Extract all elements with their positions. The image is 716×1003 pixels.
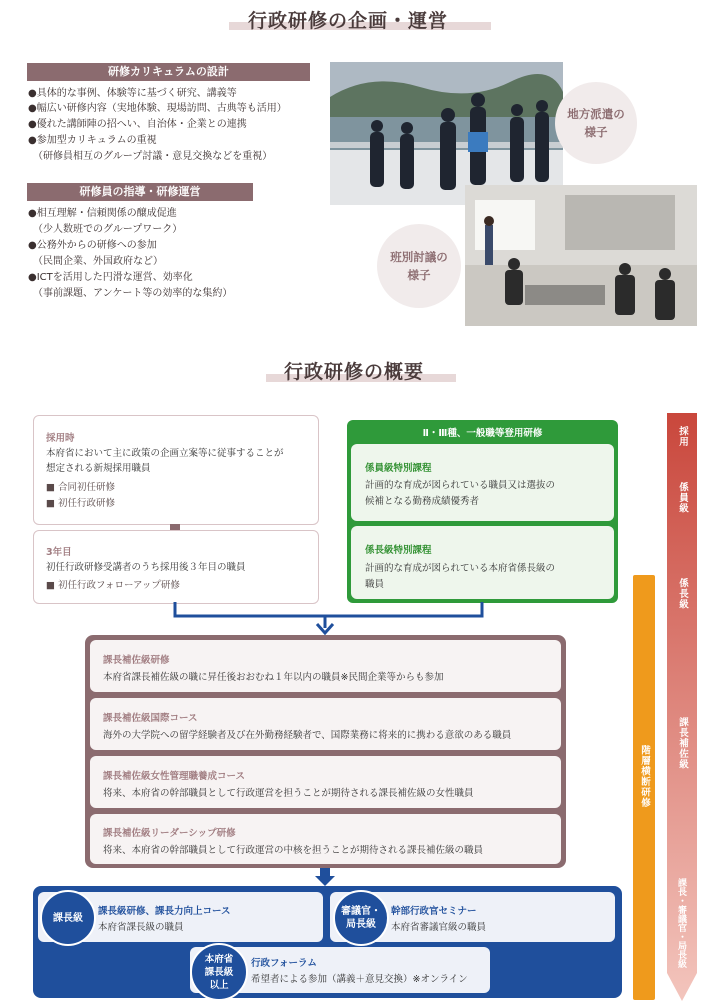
assistant-course-title: 課長補佐級リーダーシップ研修 (103, 828, 236, 839)
director-desc: 本府省課長級の職員 (98, 922, 184, 933)
forum-title: 行政フォーラム (251, 958, 317, 969)
curriculum-line: ●優れた講師陣の招へい、自治体・企業との連携 (28, 119, 247, 130)
guidance-line: （事前課題、アンケート等の効率的な集約） (28, 288, 233, 299)
hire-desc: 本府省において主に政策の企画立案等に従事することが (46, 448, 284, 459)
director-badge: 課長級 (40, 890, 96, 946)
assistant-course-title: 課長補佐級研修 (103, 655, 170, 666)
discussion-photo (465, 185, 697, 326)
discussion-caption (377, 224, 461, 308)
level-label: 課長補佐級 (677, 717, 688, 770)
senior-title: 幹部行政官セミナー (391, 906, 477, 917)
guidance-header: 研修員の指導・研修運営 (27, 183, 253, 201)
senior-badge (333, 890, 389, 946)
assistant-course-desc: 海外の大学院への留学経験者及び在外勤務経験者で、国際業務に将来的に携わる意欲のある職員 (103, 730, 512, 741)
green-course-1-title: 係員級特別課程 (365, 463, 432, 474)
green-course-2-desc: 職員 (365, 579, 385, 590)
arrow-down-icon (315, 868, 335, 886)
assistant-course-desc: 将来、本府省の幹部職員として行政運営を担うことが期待される課長補佐級の女性職員 (103, 788, 474, 799)
page-title: 行政研修の企画・運営 (248, 10, 449, 32)
curriculum-line: ●具体的な事例、体験等に基づく研究、講義等 (28, 88, 237, 99)
hire-item: ■ 合同初任研修 (46, 482, 115, 493)
overview-title: 行政研修の概要 (284, 361, 425, 383)
badge-line: 審議官・ (341, 906, 381, 917)
forum-desc: 希望者による参加（講義＋意見交換）※オンライン (251, 974, 468, 985)
badge-line: 本府省 (204, 953, 234, 965)
forum-badge (190, 943, 248, 1001)
director-title: 課長級研修、課長力向上コース (98, 906, 231, 917)
assistant-course-title: 課長補佐級女性管理職養成コース (103, 771, 246, 782)
year3-item: ■ 初任行政フォローアップ研修 (46, 580, 180, 591)
guidance-line: （民間企業、外国政府など） (28, 256, 163, 267)
green-course-2-title: 係長級特別課程 (365, 545, 432, 556)
dispatch-caption (555, 82, 637, 164)
guidance-line: ●公務外からの研修への参加 (28, 240, 157, 251)
assistant-course-desc: 将来、本府省の幹部職員として行政運営の中核を担うことが期待される課長補佐級の職員 (103, 845, 484, 856)
curriculum-header: 研修カリキュラムの設計 (27, 63, 310, 81)
caption-line: 様子 (584, 125, 608, 139)
caption-line: 様子 (407, 268, 431, 282)
green-course-1-desc: 候補となる勤務成績優秀者 (365, 496, 480, 507)
assistant-course-desc: 本府省課長補佐級の職に昇任後おおむね１年以内の職員※民間企業等からも参加 (103, 672, 444, 683)
hire-label: 採用時 (46, 433, 75, 444)
level-label: 係員級 (677, 482, 688, 514)
curriculum-line: ●幅広い研修内容（実地体験、現場訪問、古典等も活用） (28, 103, 287, 114)
year3-desc: 初任行政研修受講者のうち採用後３年目の職員 (46, 562, 246, 573)
guidance-line: ●相互理解・信頼関係の醸成促進 (28, 208, 177, 219)
green-header: Ⅱ・Ⅲ種、一般職等登用研修 (422, 428, 543, 439)
level-label: 係長級 (677, 578, 688, 610)
caption-line: 班別討議の (390, 250, 448, 264)
hire-item: ■ 初任行政研修 (46, 498, 115, 509)
dispatch-photo (330, 62, 563, 205)
badge-line: 局長級 (346, 919, 376, 930)
cross-level-label: 階層横断研修 (639, 745, 650, 808)
senior-desc: 本府省審議官級の職員 (391, 922, 487, 933)
assistant-course-title: 課長補佐級国際コース (103, 713, 198, 724)
green-course-1-desc: 計画的な育成が図られている職員又は選抜の (365, 480, 556, 491)
year3-label: 3年目 (46, 547, 72, 558)
caption-line: 地方派遣の (567, 107, 625, 121)
level-label: 採用 (677, 426, 688, 447)
green-course-2-desc: 計画的な育成が図られている本府省係長級の (365, 563, 556, 574)
curriculum-line: （研修員相互のグループ討議・意見交換などを重視） (28, 151, 273, 162)
badge-line: 課長級 (204, 966, 234, 978)
level-label: 課長・審議官・局長級 (676, 878, 686, 968)
connector-lines (170, 602, 490, 636)
hire-desc: 想定される新規採用職員 (46, 463, 151, 474)
guidance-line: ●ICTを活用した円滑な運営、効率化 (28, 272, 193, 283)
badge-line: 以上 (209, 979, 229, 991)
guidance-line: （少人数班でのグループワーク） (28, 224, 183, 235)
curriculum-line: ●参加型カリキュラムの重視 (28, 135, 157, 146)
